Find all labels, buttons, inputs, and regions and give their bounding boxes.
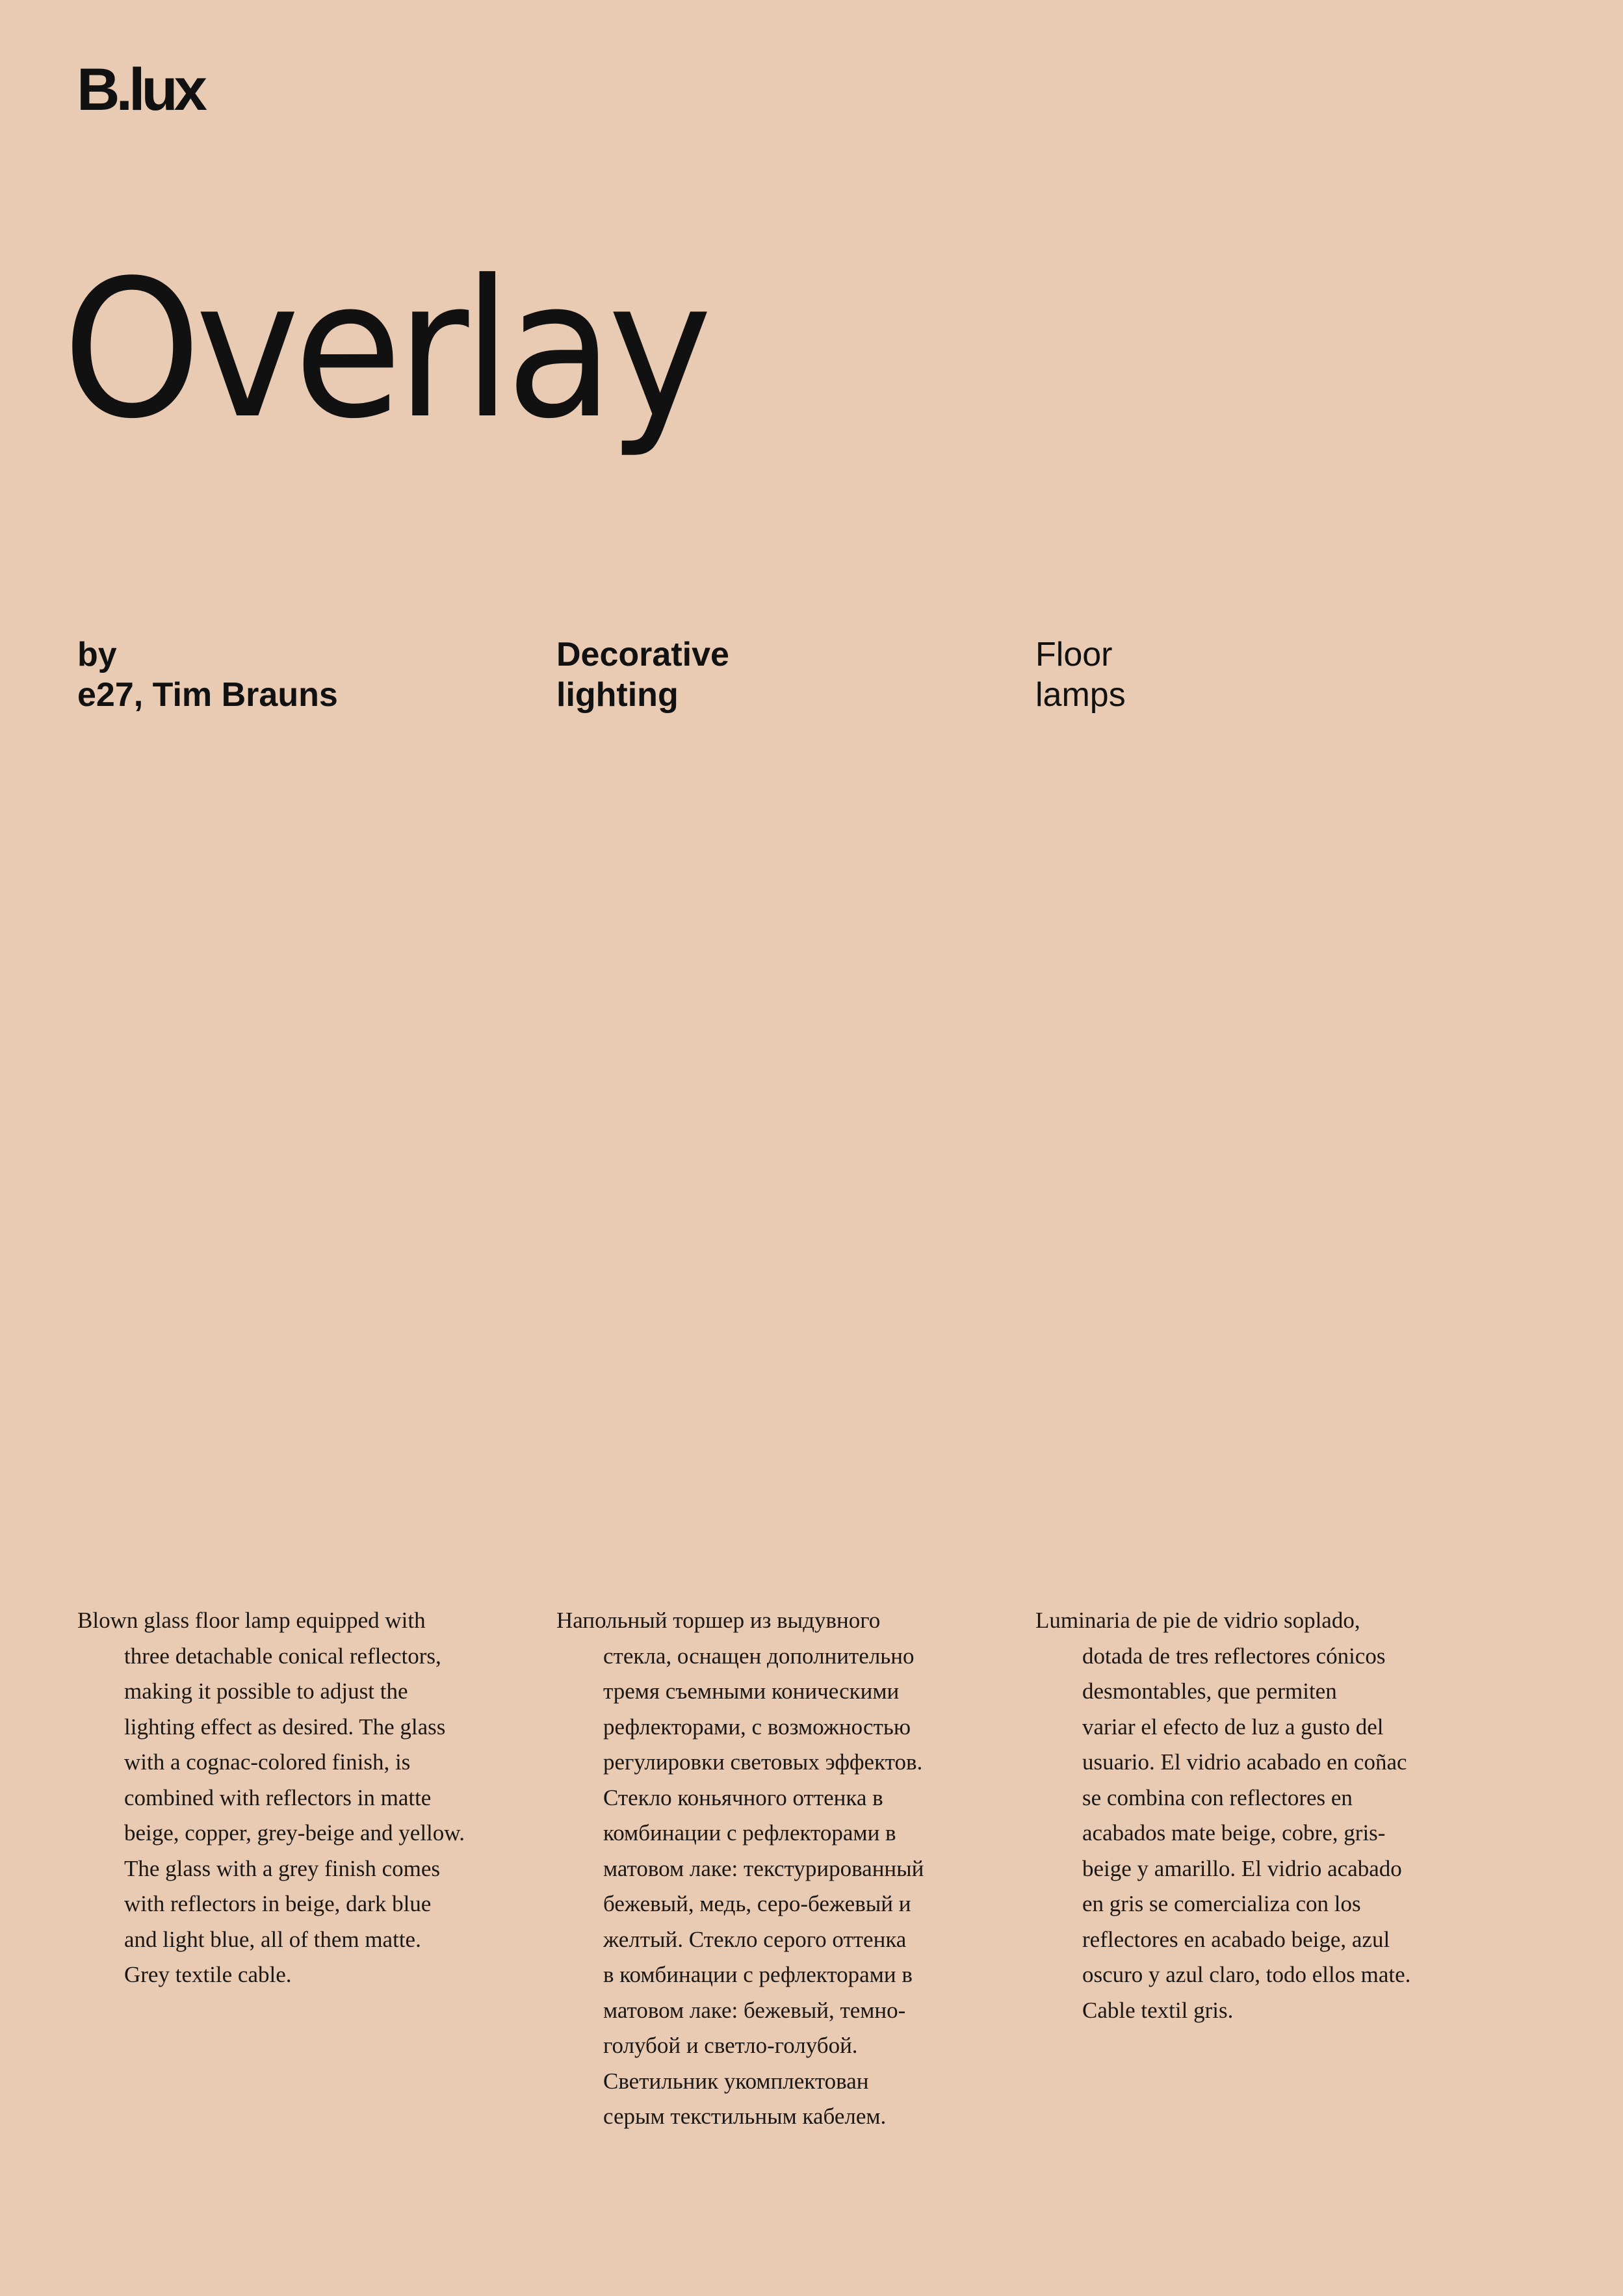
designer-credit-line: by xyxy=(77,636,117,673)
description-line: se combina con reflectores en xyxy=(1082,1784,1353,1810)
description-line: with reflectors in beige, dark blue xyxy=(124,1891,432,1916)
description-line: Напольный торшер из выдувного xyxy=(556,1608,881,1633)
description-line: beige, copper, grey-beige and yellow. xyxy=(124,1820,465,1846)
designer-credit xyxy=(77,634,338,715)
product-type-line: lamps xyxy=(1035,676,1126,714)
description-english xyxy=(77,1603,514,1993)
description-line: desmontables, que permiten xyxy=(1082,1678,1337,1704)
description-line: en gris se comercializa con los xyxy=(1082,1891,1361,1916)
description-russian xyxy=(556,1603,993,2135)
description-line: making it possible to adjust the xyxy=(124,1678,408,1704)
description-line: reflectores en acabado beige, azul xyxy=(1082,1926,1390,1952)
description-line: variar el efecto de luz a gusto del xyxy=(1082,1714,1384,1740)
description-line: желтый. Стекло серого оттенка xyxy=(603,1926,907,1952)
description-line: стекла, оснащен дополнительно xyxy=(603,1643,915,1669)
description-line: and light blue, all of them matte. xyxy=(124,1926,421,1952)
product-type xyxy=(1035,634,1126,715)
product-type-line: Floor xyxy=(1035,636,1113,673)
description-line: рефлекторами, с возможностью xyxy=(603,1714,911,1740)
product-category xyxy=(556,634,729,715)
description-line: The glass with a grey finish comes xyxy=(124,1855,441,1881)
description-line: голубой и светло-голубой. xyxy=(603,2033,858,2058)
description-line: Cable textil gris. xyxy=(1082,1997,1234,2023)
description-line: lighting effect as desired. The glass xyxy=(124,1714,446,1740)
description-line: with a cognac-colored finish, is xyxy=(124,1749,411,1775)
description-line: oscuro y azul claro, todo ellos mate. xyxy=(1082,1962,1411,1987)
brand-logo: B.lux xyxy=(77,57,203,123)
description-line: usuario. El vidrio acabado en coñac xyxy=(1082,1749,1407,1775)
description-line: в комбинации с рефлекторами в xyxy=(603,1962,913,1987)
description-line: комбинации с рефлекторами в xyxy=(603,1820,896,1846)
description-line: матовом лаке: текстурированный xyxy=(603,1855,924,1881)
description-line: Blown glass floor lamp equipped with xyxy=(77,1608,426,1633)
description-line: регулировки световых эффектов. xyxy=(603,1749,923,1775)
product-category-line: lighting xyxy=(556,676,679,714)
description-spanish xyxy=(1035,1603,1472,2028)
description-line: серым текстильным кабелем. xyxy=(603,2104,887,2129)
description-line: Grey textile cable. xyxy=(124,1962,292,1987)
description-line: матовом лаке: бежевый, темно- xyxy=(603,1997,906,2023)
description-line: тремя съемными коническими xyxy=(603,1678,900,1704)
description-line: Luminaria de pie de vidrio soplado, xyxy=(1035,1608,1360,1633)
description-line: dotada de tres reflectores cónicos xyxy=(1082,1643,1386,1669)
description-line: beige y amarillo. El vidrio acabado xyxy=(1082,1855,1402,1881)
description-line: combined with reflectors in matte xyxy=(124,1784,432,1810)
description-line: Светильник укомплектован xyxy=(603,2068,869,2094)
description-line: acabados mate beige, cobre, gris- xyxy=(1082,1820,1386,1846)
description-line: бежевый, медь, серо-бежевый и xyxy=(603,1891,911,1916)
product-category-line: Decorative xyxy=(556,636,729,673)
designer-credit-line: e27, Tim Brauns xyxy=(77,676,338,714)
product-title: Overlay xyxy=(62,239,707,460)
description-line: three detachable conical reflectors, xyxy=(124,1643,441,1669)
description-line: Стекло коньячного оттенка в xyxy=(603,1784,883,1810)
